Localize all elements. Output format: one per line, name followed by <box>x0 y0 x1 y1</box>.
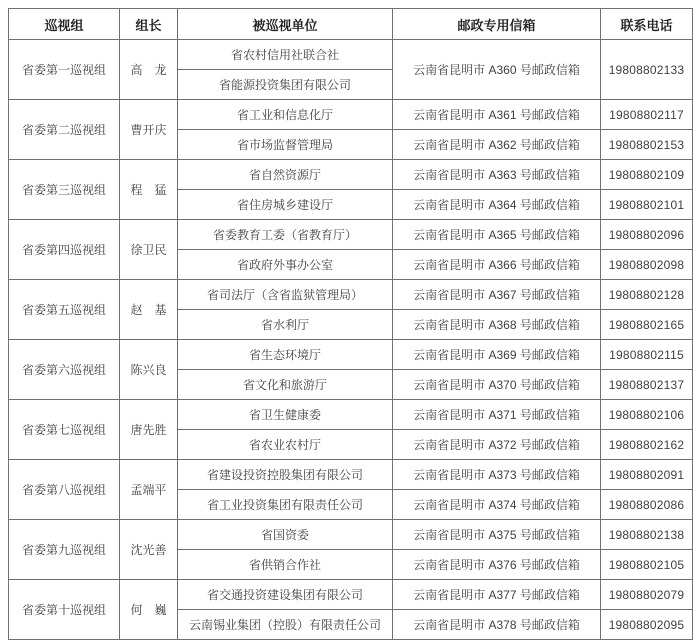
unit-cell: 省自然资源厅 <box>178 160 393 190</box>
mailbox-cell: 云南省昆明市 A364 号邮政信箱 <box>393 190 601 220</box>
phone-cell: 19808802101 <box>601 190 693 220</box>
mailbox-cell: 云南省昆明市 A366 号邮政信箱 <box>393 250 601 280</box>
table-row <box>9 220 693 250</box>
mailbox-cell: 云南省昆明市 A369 号邮政信箱 <box>393 340 601 370</box>
table-row <box>9 100 693 130</box>
mailbox-cell: 云南省昆明市 A361 号邮政信箱 <box>393 100 601 130</box>
phone-cell: 19808802105 <box>601 550 693 580</box>
table-row <box>9 280 693 310</box>
unit-cell: 云南锡业集团（控股）有限责任公司 <box>178 610 393 640</box>
mailbox-cell: 云南省昆明市 A373 号邮政信箱 <box>393 460 601 490</box>
unit-cell: 省政府外事办公室 <box>178 250 393 280</box>
leader-cell: 徐卫民 <box>120 220 178 280</box>
group-name-cell: 省委第十巡视组 <box>9 580 120 640</box>
phone-cell: 19808802133 <box>601 40 693 100</box>
unit-cell: 省工业和信息化厅 <box>178 100 393 130</box>
phone-cell: 19808802138 <box>601 520 693 550</box>
group-name-cell: 省委第八巡视组 <box>9 460 120 520</box>
unit-cell: 省交通投资建设集团有限公司 <box>178 580 393 610</box>
mailbox-cell: 云南省昆明市 A362 号邮政信箱 <box>393 130 601 160</box>
phone-cell: 19808802091 <box>601 460 693 490</box>
unit-cell: 省市场监督管理局 <box>178 130 393 160</box>
leader-cell: 赵 基 <box>120 280 178 340</box>
leader-cell: 唐先胜 <box>120 400 178 460</box>
col-header-unit: 被巡视单位 <box>178 9 393 40</box>
mailbox-cell: 云南省昆明市 A367 号邮政信箱 <box>393 280 601 310</box>
leader-cell: 何 巍 <box>120 580 178 640</box>
col-header-mailbox: 邮政专用信箱 <box>393 9 601 40</box>
phone-cell: 19808802128 <box>601 280 693 310</box>
unit-cell: 省建设投资控股集团有限公司 <box>178 460 393 490</box>
group-name-cell: 省委第四巡视组 <box>9 220 120 280</box>
phone-cell: 19808802096 <box>601 220 693 250</box>
phone-cell: 19808802137 <box>601 370 693 400</box>
mailbox-cell: 云南省昆明市 A375 号邮政信箱 <box>393 520 601 550</box>
phone-cell: 19808802086 <box>601 490 693 520</box>
mailbox-cell: 云南省昆明市 A377 号邮政信箱 <box>393 580 601 610</box>
unit-cell: 省司法厅（含省监狱管理局） <box>178 280 393 310</box>
table-row <box>9 580 693 610</box>
mailbox-cell: 云南省昆明市 A376 号邮政信箱 <box>393 550 601 580</box>
mailbox-cell: 云南省昆明市 A368 号邮政信箱 <box>393 310 601 340</box>
table-row <box>9 340 693 370</box>
group-name-cell: 省委第三巡视组 <box>9 160 120 220</box>
phone-cell: 19808802117 <box>601 100 693 130</box>
phone-cell: 19808802162 <box>601 430 693 460</box>
unit-cell: 省农村信用社联合社 <box>178 40 393 70</box>
phone-cell: 19808802079 <box>601 580 693 610</box>
mailbox-cell: 云南省昆明市 A370 号邮政信箱 <box>393 370 601 400</box>
unit-cell: 省能源投资集团有限公司 <box>178 70 393 100</box>
unit-cell: 省委教育工委（省教育厅） <box>178 220 393 250</box>
inspection-table <box>8 8 693 640</box>
unit-cell: 省工业投资集团有限责任公司 <box>178 490 393 520</box>
unit-cell: 省农业农村厅 <box>178 430 393 460</box>
leader-cell: 沈光善 <box>120 520 178 580</box>
unit-cell: 省卫生健康委 <box>178 400 393 430</box>
group-name-cell: 省委第二巡视组 <box>9 100 120 160</box>
col-header-group: 巡视组 <box>9 9 120 40</box>
unit-cell: 省生态环境厅 <box>178 340 393 370</box>
mailbox-cell: 云南省昆明市 A365 号邮政信箱 <box>393 220 601 250</box>
col-header-leader: 组长 <box>120 9 178 40</box>
leader-cell: 曹开庆 <box>120 100 178 160</box>
group-name-cell: 省委第七巡视组 <box>9 400 120 460</box>
leader-cell: 孟端平 <box>120 460 178 520</box>
table-row <box>9 160 693 190</box>
phone-cell: 19808802165 <box>601 310 693 340</box>
unit-cell: 省水利厅 <box>178 310 393 340</box>
leader-cell: 高 龙 <box>120 40 178 100</box>
table-row <box>9 40 693 70</box>
unit-cell: 省供销合作社 <box>178 550 393 580</box>
phone-cell: 19808802153 <box>601 130 693 160</box>
table-row <box>9 400 693 430</box>
unit-cell: 省国资委 <box>178 520 393 550</box>
phone-cell: 19808802106 <box>601 400 693 430</box>
group-name-cell: 省委第五巡视组 <box>9 280 120 340</box>
mailbox-cell: 云南省昆明市 A371 号邮政信箱 <box>393 400 601 430</box>
mailbox-cell: 云南省昆明市 A363 号邮政信箱 <box>393 160 601 190</box>
unit-cell: 省文化和旅游厅 <box>178 370 393 400</box>
col-header-phone: 联系电话 <box>601 9 693 40</box>
mailbox-cell: 云南省昆明市 A374 号邮政信箱 <box>393 490 601 520</box>
group-name-cell: 省委第九巡视组 <box>9 520 120 580</box>
table-row <box>9 460 693 490</box>
header-row <box>9 9 693 40</box>
phone-cell: 19808802109 <box>601 160 693 190</box>
mailbox-cell: 云南省昆明市 A378 号邮政信箱 <box>393 610 601 640</box>
mailbox-cell: 云南省昆明市 A372 号邮政信箱 <box>393 430 601 460</box>
leader-cell: 程 猛 <box>120 160 178 220</box>
unit-cell: 省住房城乡建设厅 <box>178 190 393 220</box>
phone-cell: 19808802115 <box>601 340 693 370</box>
group-name-cell: 省委第一巡视组 <box>9 40 120 100</box>
table-row <box>9 520 693 550</box>
mailbox-cell: 云南省昆明市 A360 号邮政信箱 <box>393 40 601 100</box>
leader-cell: 陈兴良 <box>120 340 178 400</box>
phone-cell: 19808802095 <box>601 610 693 640</box>
phone-cell: 19808802098 <box>601 250 693 280</box>
group-name-cell: 省委第六巡视组 <box>9 340 120 400</box>
